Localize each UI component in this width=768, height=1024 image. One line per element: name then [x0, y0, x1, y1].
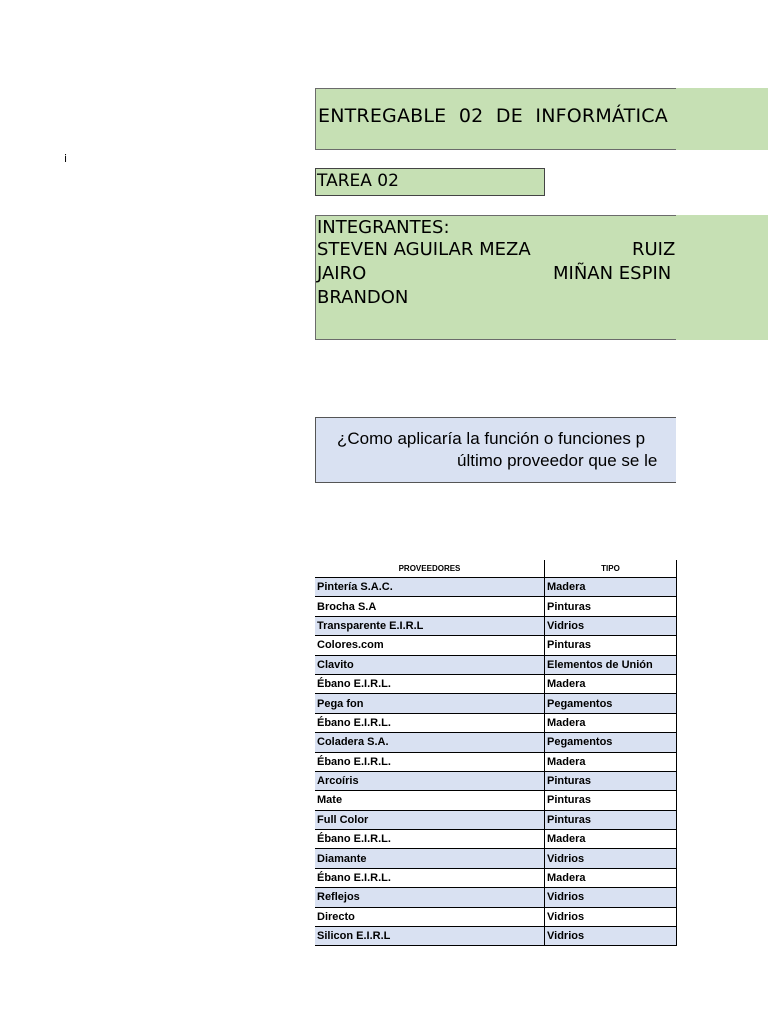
supplier-type-cell: Vidrios: [545, 927, 677, 946]
team-member-surname: MIÑAN ESPIN: [553, 263, 672, 284]
table-row: [315, 636, 677, 655]
table-row: [315, 927, 677, 946]
supplier-name-cell: Ébano E.I.R.L.: [315, 713, 545, 732]
team-member-name: BRANDON: [317, 287, 409, 308]
table-row: [315, 907, 677, 926]
team-banner-extension: [676, 215, 768, 340]
supplier-type-cell: Madera: [545, 674, 677, 693]
team-member-surname: RUIZ: [632, 239, 676, 260]
table-row: [315, 830, 677, 849]
supplier-name-cell: Brocha S.A: [315, 597, 545, 616]
table-row: [315, 597, 677, 616]
supplier-type-cell: Madera: [545, 578, 677, 597]
supplier-type-cell: Vidrios: [545, 849, 677, 868]
supplier-name-cell: Pintería S.A.C.: [315, 578, 545, 597]
table-row: [315, 733, 677, 752]
document-title: ENTREGABLE 02 DE INFORMÁTICA: [318, 105, 668, 127]
supplier-type-cell: Madera: [545, 713, 677, 732]
supplier-name-cell: Mate: [315, 791, 545, 810]
table-row: [315, 713, 677, 732]
question-box: [315, 417, 676, 483]
supplier-type-cell: Madera: [545, 752, 677, 771]
supplier-name-cell: Ébano E.I.R.L.: [315, 868, 545, 887]
supplier-type-cell: Madera: [545, 830, 677, 849]
table-row: [315, 752, 677, 771]
supplier-name-cell: Ébano E.I.R.L.: [315, 830, 545, 849]
supplier-type-cell: Vidrios: [545, 616, 677, 635]
table-row: [315, 810, 677, 829]
supplier-type-cell: Pegamentos: [545, 733, 677, 752]
table-row: [315, 888, 677, 907]
column-header-tipo: TIPO: [545, 560, 677, 578]
supplier-type-cell: Vidrios: [545, 888, 677, 907]
column-header-proveedores: PROVEEDORES: [315, 560, 545, 578]
question-text-line-1: ¿Como aplicaría la función o funciones p: [337, 429, 646, 448]
supplier-type-cell: Elementos de Unión: [545, 655, 677, 674]
supplier-name-cell: Ébano E.I.R.L.: [315, 752, 545, 771]
supplier-type-cell: Pinturas: [545, 636, 677, 655]
table-row: [315, 655, 677, 674]
supplier-type-cell: Vidrios: [545, 907, 677, 926]
table-row: [315, 694, 677, 713]
table-row: [315, 616, 677, 635]
table-header-row: [315, 560, 677, 578]
supplier-name-cell: Silicon E.I.R.L: [315, 927, 545, 946]
task-banner: [315, 168, 545, 196]
supplier-name-cell: Coladera S.A.: [315, 733, 545, 752]
supplier-name-cell: Arcoíris: [315, 771, 545, 790]
supplier-type-cell: Pinturas: [545, 791, 677, 810]
table-row: [315, 771, 677, 790]
stray-mark: i: [64, 152, 68, 165]
team-member-name: STEVEN AGUILAR MEZA: [317, 239, 531, 260]
table-row: [315, 868, 677, 887]
supplier-name-cell: Full Color: [315, 810, 545, 829]
supplier-type-cell: Pinturas: [545, 597, 677, 616]
table-row: [315, 578, 677, 597]
question-text-line-2: último proveedor que se le: [457, 451, 658, 470]
supplier-type-cell: Pinturas: [545, 810, 677, 829]
supplier-name-cell: Clavito: [315, 655, 545, 674]
title-banner-extension: [676, 88, 768, 150]
supplier-name-cell: Directo: [315, 907, 545, 926]
team-member-name: JAIRO: [317, 263, 367, 284]
supplier-name-cell: Reflejos: [315, 888, 545, 907]
table-row: [315, 791, 677, 810]
supplier-type-cell: Pinturas: [545, 771, 677, 790]
supplier-name-cell: Ébano E.I.R.L.: [315, 674, 545, 693]
supplier-type-cell: Pegamentos: [545, 694, 677, 713]
task-label: TAREA 02: [317, 171, 399, 191]
supplier-table: [315, 560, 677, 946]
team-heading: INTEGRANTES:: [317, 217, 450, 238]
table-row: [315, 674, 677, 693]
supplier-type-cell: Madera: [545, 868, 677, 887]
team-banner: [315, 215, 676, 340]
table-row: [315, 849, 677, 868]
supplier-name-cell: Transparente E.I.R.L: [315, 616, 545, 635]
supplier-name-cell: Colores.com: [315, 636, 545, 655]
supplier-name-cell: Diamante: [315, 849, 545, 868]
supplier-name-cell: Pega fon: [315, 694, 545, 713]
